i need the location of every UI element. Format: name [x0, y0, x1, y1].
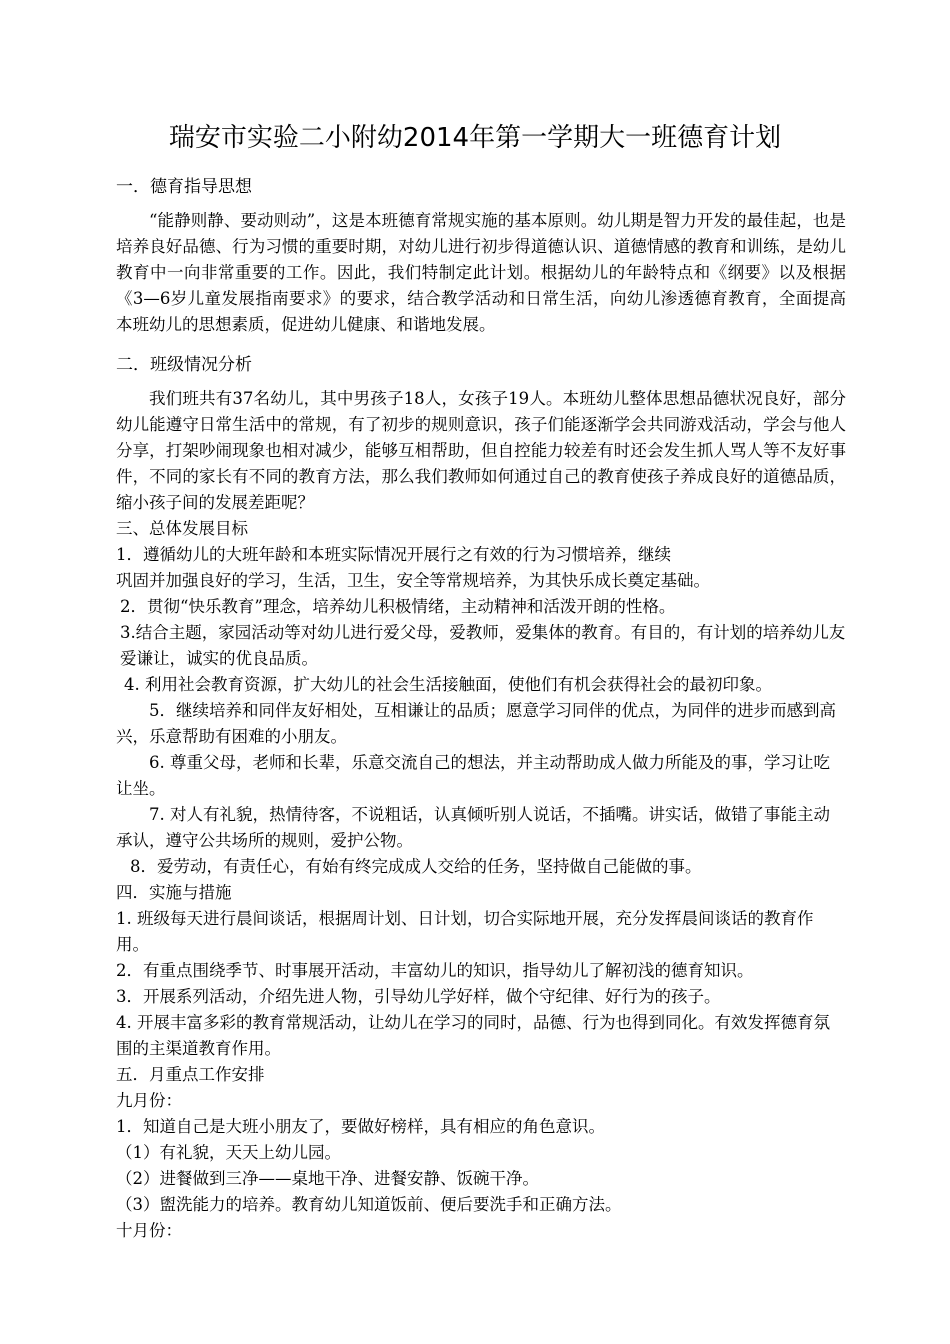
section-paragraph-1: “能静则静、要动则动”，这是本班德育常规实施的基本原则。幼儿期是智力开发的最佳起，也是培养良好品德、行为习惯的重要时期，对幼儿进行初步得道德认识、道德情感的教育和训练，是幼儿教育中一向非常重要的工作。因此，我们特制定此计划。根据幼儿的年龄特点和《纲要》以及根据《3—6岁儿童发展指南要求》的要求，结合教学活动和日常生活，向幼儿渗透德育教育，全面提高本班幼儿的思想素质，促进幼儿健康、和谐地发展。	[116, 211, 846, 334]
month-label: 九月份：	[116, 1091, 182, 1110]
plan-item: 1．知道自己是大班小朋友了，要做好榜样，具有相应的角色意识。	[116, 1117, 605, 1136]
goal-item: 8．爱劳动，有责任心，有始有终完成成人交给的任务，坚持做自己能做的事。	[130, 857, 702, 876]
goal-item: 6. 尊重父母，老师和长辈，乐意交流自己的想法，并主动帮助成人做力所能及的事，学习让吃让坐。	[116, 753, 830, 798]
goal-item: 1．遵循幼儿的大班年龄和本班实际情况开展行之有效的行为习惯培养，继续	[116, 545, 671, 564]
goal-item: 4. 利用社会教育资源，扩大幼儿的社会生活接触面，使他们有机会获得社会的最初印象。	[124, 675, 772, 694]
section-heading-5: 五．月重点工作安排	[116, 1065, 265, 1084]
document-body	[116, 172, 846, 1244]
plan-item: （1）有礼貌，天天上幼儿园。	[116, 1143, 341, 1162]
measure-item: 1. 班级每天进行晨间谈话，根据周计划、日计划，切合实际地开展，充分发挥晨间谈话的教育作用。	[116, 909, 814, 954]
section-heading-2: 二．班级情况分析	[116, 355, 252, 375]
section-paragraph-2: 我们班共有37名幼儿，其中男孩子18人，女孩子19人。本班幼儿整体思想品德状况良好，部分幼儿能遵守日常生活中的常规，有了初步的规则意识，孩子们能逐渐学会共同游戏活动，学会与他人分享，打架吵闹现象也相对减少，能够互相帮助，但自控能力较差有时还会发生抓人骂人等不友好事件，不同的家长有不同的教育方法，那么我们教师如何通过自己的教育使孩子养成良好的道德品质，缩小孩子间的发展差距呢？	[116, 389, 846, 512]
document-title: 瑞安市实验二小附幼2014年第一学期大一班德育计划	[168, 123, 782, 153]
goal-item: 2．贯彻“快乐教育”理念，培养幼儿积极情绪，主动精神和活泼开朗的性格。	[120, 597, 676, 616]
section-heading-1: 一．德育指导思想	[116, 177, 252, 197]
month-label: 十月份：	[116, 1221, 182, 1240]
goal-item: 3.结合主题，家园活动等对幼儿进行爱父母，爱教师，爱集体的教育。有目的，有计划的培养幼儿友爱谦让，诚实的优良品质。	[120, 623, 846, 668]
section-heading-3: 三、总体发展目标	[116, 519, 248, 538]
goal-item: 巩固并加强良好的学习，生活，卫生，安全等常规培养，为其快乐成长奠定基础。	[116, 571, 710, 590]
measure-item: 2．有重点围绕季节、时事展开活动，丰富幼儿的知识，指导幼儿了解初浅的德育知识。	[116, 961, 754, 980]
measure-item: 3．开展系列活动，介绍先进人物，引导幼儿学好样，做个守纪律、好行为的孩子。	[116, 987, 721, 1006]
section-heading-4: 四．实施与措施	[116, 883, 232, 902]
measure-item: 4. 开展丰富多彩的教育常规活动，让幼儿在学习的同时，品德、行为也得到同化。有效发挥德育氛围的主渠道教育作用。	[116, 1013, 830, 1058]
plan-item: （3）盥洗能力的培养。教育幼儿知道饭前、便后要洗手和正确方法。	[116, 1195, 622, 1214]
goal-item: 7. 对人有礼貌，热情待客，不说粗话，认真倾听别人说话，不插嘴。讲实话，做错了事能主动承认，遵守公共场所的规则，爱护公物。	[116, 805, 830, 850]
plan-item: （2）进餐做到三净——桌地干净、进餐安静、饭碗干净。	[116, 1169, 539, 1188]
goal-item: 5．继续培养和同伴友好相处，互相谦让的品质；愿意学习同伴的优点，为同伴的进步而感到高兴，乐意帮助有困难的小朋友。	[116, 701, 836, 746]
